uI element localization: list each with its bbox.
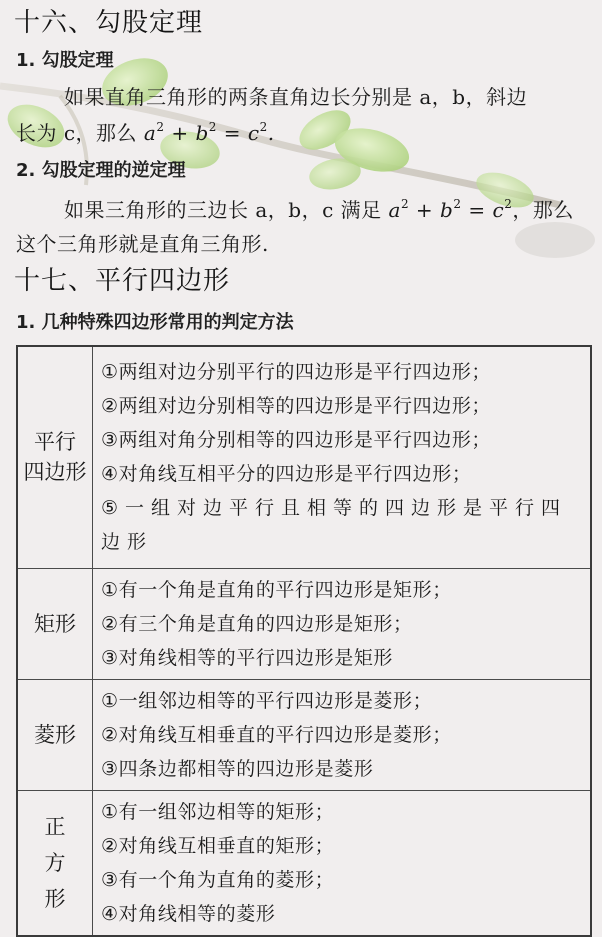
section-17-title: 十七、平行四边形 <box>14 266 231 296</box>
row-label-rectangle: 矩形 <box>17 568 93 679</box>
row-label-parallelogram: 平行 四边形 <box>17 346 93 568</box>
list-item: ②对角线互相垂直的平行四边形是菱形； <box>101 723 452 746</box>
row-items-rectangle <box>93 568 592 679</box>
table-row-square <box>17 790 591 936</box>
converse-formula: $a^2 + b^2 = c^2$ <box>388 197 513 222</box>
heading-converse-theorem: 2. 勾股定理的逆定理 <box>16 160 186 181</box>
list-item: ④对角线相等的菱形 <box>101 902 276 925</box>
list-item: ①有一组邻边相等的矩形； <box>101 800 335 823</box>
row-items-square <box>93 790 592 936</box>
list-item: ③有一个角为直角的菱形； <box>101 868 335 891</box>
list-item: ①一组邻边相等的平行四边形是菱形； <box>101 689 433 712</box>
list-item: ⑤一组对边平行且相等的四边形是平行四边形 <box>101 497 568 554</box>
row-items-parallelogram <box>93 346 592 568</box>
converse-text-line2: 这个三角形就是直角三角形. <box>16 232 269 256</box>
table-row-rectangle <box>17 568 591 679</box>
list-item: ①有一个角是直角的平行四边形是矩形； <box>101 578 452 601</box>
theorem-text-line2 <box>16 121 275 145</box>
list-item: ④对角线互相平分的四边形是平行四边形； <box>101 463 472 486</box>
list-item: ②两组对边分别相等的四边形是平行四边形； <box>101 395 492 418</box>
row-label-square: 正方形 <box>17 790 93 936</box>
row-items-rhombus <box>93 679 592 790</box>
row-label-rhombus: 菱形 <box>17 679 93 790</box>
list-item: ①两组对边分别平行的四边形是平行四边形； <box>101 361 492 384</box>
converse-text-line1-prefix: 如果三角形的三边长 a，b，c 满足 <box>64 198 389 222</box>
converse-text-line1 <box>64 198 574 222</box>
table-row-rhombus <box>17 679 591 790</box>
pythagorean-formula: $a^2 + b^2 = c^2$. <box>143 120 275 145</box>
heading-quadrilateral-criteria: 1. 几种特殊四边形常用的判定方法 <box>16 312 294 333</box>
converse-text-line1-suffix: ，那么 <box>512 198 574 222</box>
theorem-text-line1: 如果直角三角形的两条直角边长分别是 a，b，斜边 <box>64 85 528 109</box>
heading-pythagorean-theorem: 1. 勾股定理 <box>16 50 114 71</box>
quadrilateral-criteria-table <box>16 345 592 937</box>
list-item: ②有三个角是直角的四边形是矩形； <box>101 612 413 635</box>
section-16-title: 十六、勾股定理 <box>14 8 204 38</box>
list-item: ③对角线相等的平行四边形是矩形 <box>101 646 394 669</box>
theorem-text-line2-prefix: 长为 c，那么 <box>16 121 144 145</box>
list-item: ②对角线互相垂直的矩形； <box>101 834 335 857</box>
list-item: ③两组对角分别相等的四边形是平行四边形； <box>101 429 492 452</box>
table-row-parallelogram <box>17 346 591 568</box>
list-item: ③四条边都相等的四边形是菱形 <box>101 757 374 780</box>
